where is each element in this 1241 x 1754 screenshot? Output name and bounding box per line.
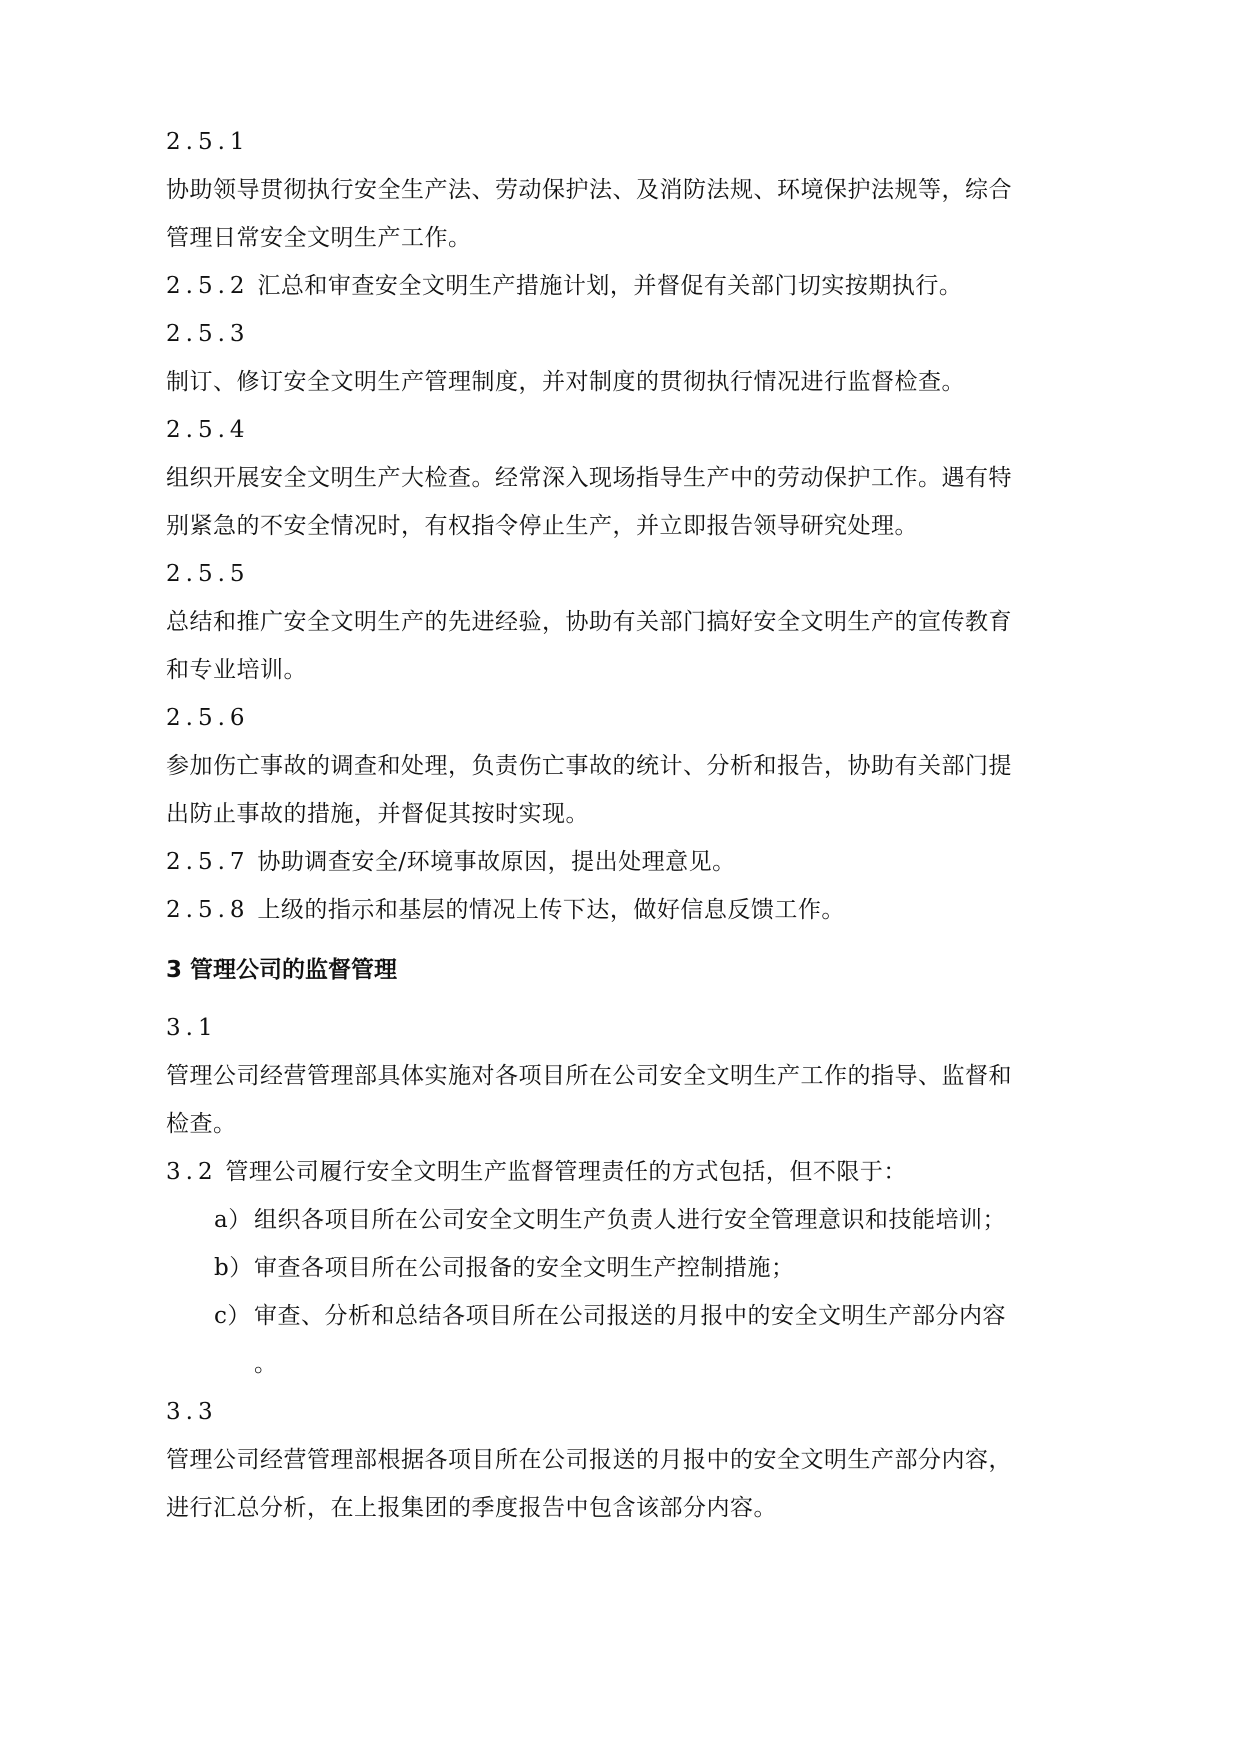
clause-number-2-5-1: 2.5.1 — [166, 129, 250, 155]
clause-number-3-2: 3.2 — [166, 1159, 218, 1185]
list-marker-c: c） — [214, 1303, 251, 1329]
clause-2-5-6-line-2: 出防止事故的措施，并督促其按时实现。 — [166, 801, 589, 827]
clause-2-5-1-line-1: 协助领导贯彻执行安全生产法、劳动保护法、及消防法规、环境保护法规等，综合 — [166, 177, 1012, 203]
clause-2-5-3-line-1: 制订、修订安全文明生产管理制度，并对制度的贯彻执行情况进行监督检查。 — [166, 369, 965, 395]
clause-number-3-3: 3.3 — [166, 1399, 218, 1425]
clause-3-3-line-1: 管理公司经营管理部根据各项目所在公司报送的月报中的安全文明生产部分内容， — [166, 1447, 1012, 1473]
clause-2-5-8-text: 上级的指示和基层的情况上传下达，做好信息反馈工作。 — [257, 897, 845, 923]
clause-3-3-line-2: 进行汇总分析，在上报集团的季度报告中包含该部分内容。 — [166, 1495, 777, 1521]
list-item-c-continuation: 。 — [254, 1351, 278, 1377]
clause-3-2-text: 管理公司履行安全文明生产监督管理责任的方式包括，但不限于： — [225, 1159, 907, 1185]
clause-3-2 — [166, 1148, 1076, 1196]
clause-2-5-5-line-2: 和专业培训。 — [166, 657, 307, 683]
clause-number-2-5-6: 2.5.6 — [166, 705, 250, 731]
clause-2-5-8 — [166, 886, 1076, 934]
clause-number-2-5-4: 2.5.4 — [166, 417, 250, 443]
list-item-c — [166, 1292, 1076, 1340]
list-item-b-text: 审查各项目所在公司报备的安全文明生产控制措施； — [254, 1255, 795, 1281]
list-marker-b: b） — [214, 1255, 253, 1281]
clause-2-5-4-line-2: 别紧急的不安全情况时，有权指令停止生产，并立即报告领导研究处理。 — [166, 513, 918, 539]
clause-2-5-2 — [166, 262, 1076, 310]
clause-2-5-4-line-1: 组织开展安全文明生产大检查。经常深入现场指导生产中的劳动保护工作。遇有特 — [166, 465, 1012, 491]
clause-2-5-7-text: 协助调查安全/环境事故原因，提出处理意见。 — [257, 849, 736, 875]
list-item-b — [166, 1244, 1076, 1292]
clause-2-5-5-line-1: 总结和推广安全文明生产的先进经验，协助有关部门搞好安全文明生产的宣传教育 — [166, 609, 1012, 635]
clause-2-5-6-line-1: 参加伤亡事故的调查和处理，负责伤亡事故的统计、分析和报告，协助有关部门提 — [166, 753, 1012, 779]
clause-number-2-5-7: 2.5.7 — [166, 849, 250, 875]
list-marker-a: a） — [214, 1207, 252, 1233]
clause-2-5-7 — [166, 838, 1076, 886]
clause-number-2-5-2: 2.5.2 — [166, 273, 250, 299]
list-item-a — [166, 1196, 1076, 1244]
clause-number-3-1: 3.1 — [166, 1015, 218, 1041]
section-heading-3: 3 管理公司的监督管理 — [166, 957, 398, 983]
clause-2-5-2-text: 汇总和审查安全文明生产措施计划，并督促有关部门切实按期执行。 — [257, 273, 963, 299]
clause-number-2-5-3: 2.5.3 — [166, 321, 250, 347]
clause-number-2-5-5: 2.5.5 — [166, 561, 250, 587]
list-item-a-text: 组织各项目所在公司安全文明生产负责人进行安全管理意识和技能培训； — [254, 1207, 1006, 1233]
document-body — [166, 118, 1076, 1532]
clause-3-1-line-2: 检查。 — [166, 1111, 237, 1137]
clause-3-1-line-1: 管理公司经营管理部具体实施对各项目所在公司安全文明生产工作的指导、监督和 — [166, 1063, 1012, 1089]
list-item-c-text: 审查、分析和总结各项目所在公司报送的月报中的安全文明生产部分内容 — [254, 1303, 1006, 1329]
clause-2-5-1-line-2: 管理日常安全文明生产工作。 — [166, 225, 472, 251]
clause-number-2-5-8: 2.5.8 — [166, 897, 250, 923]
